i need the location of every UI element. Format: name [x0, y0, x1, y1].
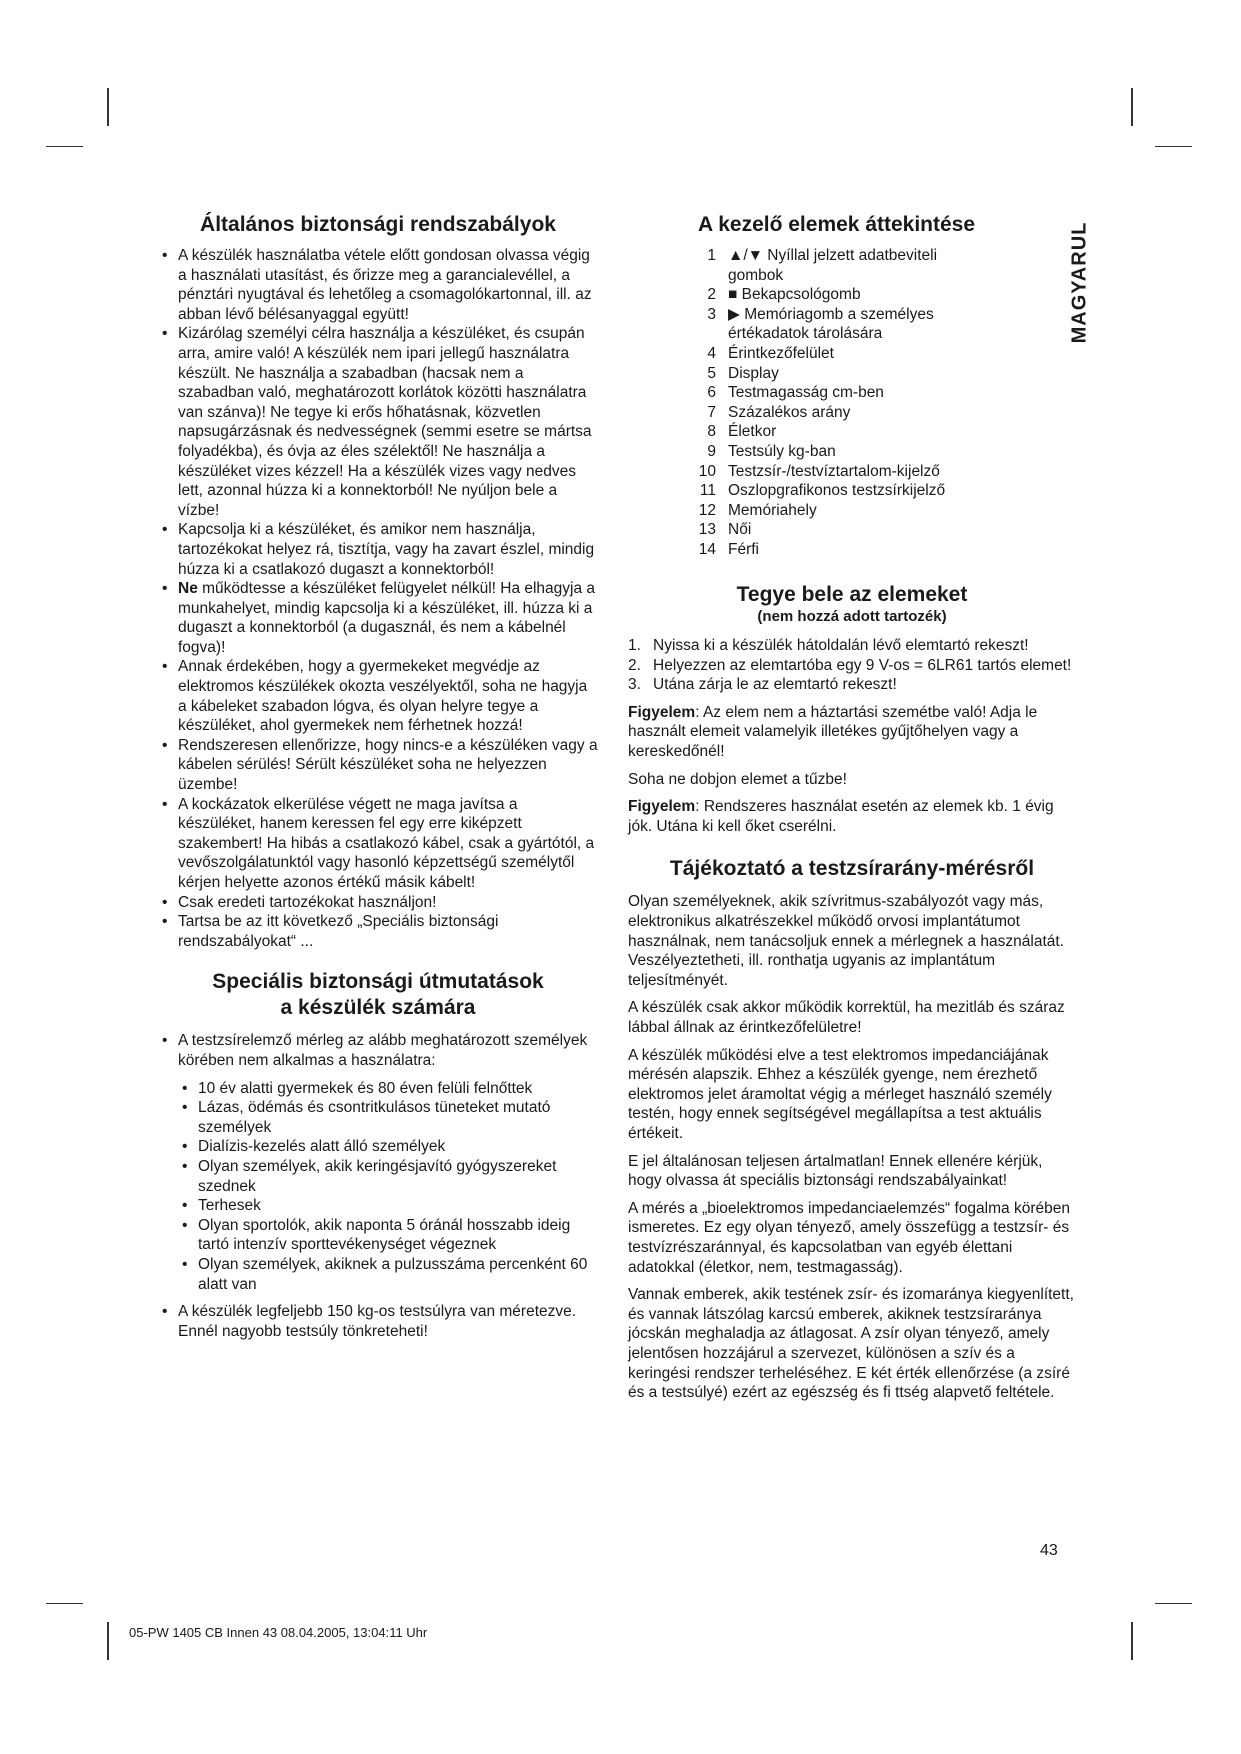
list-item — [158, 579, 598, 657]
warning-text: : Rendszeres használat esetén az elemek kb. 1 évig jók. Utána ki kell őket cserélni. — [628, 798, 1054, 835]
warning-text: : Az elem nem a háztartási szemétbe való! Adja le használt elemeit valamelyik illetékes gyűjtőhelyen vagy a kereskedőnél! — [628, 703, 1038, 761]
crop-mark — [1155, 1603, 1192, 1604]
battery-step-text: Nyissa ki a készülék hátoldalán lévő elemtartó rekeszt! — [653, 637, 1029, 655]
control-number: 3 — [707, 305, 716, 323]
control-number: 8 — [707, 423, 716, 441]
battery-steps — [628, 636, 1076, 695]
control-label: Display — [728, 364, 779, 382]
controls-list — [678, 246, 978, 560]
crop-mark — [46, 146, 83, 147]
crop-mark — [107, 1622, 109, 1660]
general-safety-title: Általános biztonsági rendszabályok — [200, 213, 556, 236]
control-label: Testmagasság cm-ben — [728, 384, 884, 402]
control-label: Testzsír-/testvíztartalom-kijelző — [728, 462, 940, 480]
control-label: Memóriahely — [728, 501, 817, 519]
info-paragraph: E jel általánosan teljesen ártalmatlan! Ennek ellenére kérjük, hogy olvassa át speciális biztonsági rendszabályainkat! — [628, 1152, 1043, 1190]
general-safety-list — [158, 246, 598, 951]
info-paragraph: Olyan személyeknek, akik szívritmus-szabályozót vagy más, elektronikus alkatrészekkel működő orvosi implantátumot használnak, nem tanácsoljuk ennek a mérlegnek a használatát. Veszélyeztetheti, ill. ronthatja ugyanis az implantátum teljesítményét. — [628, 893, 1064, 989]
battery-warning — [628, 703, 1076, 762]
list-item: • Tartsa be az itt következő „Speciális biztonsági rendszabályokat“ ... — [158, 912, 598, 951]
control-label: Női — [728, 521, 752, 539]
list-item: • Rendszeresen ellenőrizze, hogy nincs-e a készüléken vagy a kábelen sérülés! Sérült készüléket soha ne helyezzen üzembe! — [158, 736, 598, 795]
list-item: • A kockázatok elkerülése végett ne maga javítsa a készüléket, hanem keressen fel egy erre kiképzett szakembert! Ha hibás a csatlakozó kábel, csak a gyártótól, a vevőszolgálatunktól vagy hasonló képzettségű személytől kérjen helyette azonos értékű másik kábelt! — [158, 795, 598, 893]
sub-list-item: • Olyan személyek, akik keringésjavító gyógyszereket szednek — [172, 1157, 598, 1196]
control-number: 5 — [707, 364, 716, 382]
special-safety-list-end — [158, 1302, 598, 1341]
control-label: Százalékos arány — [728, 403, 851, 421]
right-column — [628, 212, 1076, 1411]
control-number: 13 — [698, 521, 716, 539]
info-title: Tájékoztató a testzsírarány-mérésről — [669, 857, 1035, 881]
print-footer: 05-PW 1405 CB Innen 43 08.04.2005, 13:04:11 Uhr — [129, 1625, 428, 1640]
info-paragraph: A készülék működési elve a test elektromos impedanciájának mérésén alapszik. Ehhez a készülék gyenge, nem érezhető elektromos jelet áramoltat végig a mérleget használó személy testén, hogy ennek segítségével megállapítsa a test aktuális értékeit. — [628, 1046, 1052, 1142]
control-label: Férfi — [728, 540, 759, 558]
control-label: Életkor — [728, 423, 777, 441]
excluded-persons-list — [158, 1079, 598, 1295]
crop-mark — [1131, 88, 1133, 126]
special-safety-title-line1: Speciális biztonsági útmutatások — [212, 970, 544, 994]
list-item: • Kapcsolja ki a készüléket, és amikor nem használja, tartozékokat helyez rá, tisztítja, vagy ha zavart észlel, mindig húzza ki a csatlakozó dugaszt a konnektorból! — [158, 520, 598, 579]
controls-title: A kezelő elemek áttekintése — [698, 213, 976, 236]
crop-mark — [1131, 1622, 1133, 1660]
page-number: 43 — [1040, 1542, 1058, 1559]
control-label: ▶ Memóriagomb a személyes értékadatok tárolására — [728, 305, 934, 343]
control-number: 12 — [698, 501, 716, 519]
list-item — [158, 1031, 598, 1070]
info-paragraph: A készülék csak akkor működik korrektül, ha mezitláb és száraz lábbal állnak az érintkezőfelületre! — [628, 999, 1065, 1036]
language-tab-label: MAGYARUL — [1068, 221, 1091, 343]
control-number: 11 — [699, 482, 716, 500]
sub-list-item: • Dialízis-kezelés alatt álló személyek — [172, 1137, 598, 1157]
warning-label: Figyelem — [628, 798, 696, 816]
control-number: 9 — [707, 442, 716, 460]
control-number: 4 — [707, 344, 716, 362]
battery-lifetime-note — [628, 797, 1076, 836]
sub-list-item: • Olyan sportolók, akik naponta 5 óránál hosszabb ideig tartó intenzív sporttevékenységet végeznek — [172, 1216, 598, 1255]
special-safety-title — [158, 969, 598, 1021]
list-item-text: működtesse a készüléket felügyelet nélkül! Ha elhagyja a munkahelyet, mindig kapcsolja ki a készüléket, ill. húzza ki a dugaszt a konnektorból (a dugasznál, és nem a kábelnél fogva)! — [178, 580, 596, 656]
battery-step: 3. Utána zárja le az elemtartó rekeszt! — [628, 676, 897, 694]
control-label: ■ Bekapcsológomb — [728, 286, 861, 304]
special-safety-list — [158, 1031, 598, 1070]
special-safety-intro: A testzsírelemző mérleg az alább meghatározott személyek körében nem alkalmas a használatra: — [178, 1032, 588, 1069]
control-number: 10 — [698, 462, 716, 480]
control-number: 2 — [707, 286, 716, 304]
batteries-subtitle: (nem hozzá adott tartozék) — [757, 607, 947, 625]
control-number: 1 — [707, 247, 716, 264]
list-item: • Kizárólag személyi célra használja a készüléket, és csupán arra, amire való! A készülék nem ipari jellegű használatra készült. Ne használja a szabadban (hacsak nem a szabadban való, meghatározott korlátok közötti használatra van szánva)! Ne tegye ki erős hőhatásnak, közvetlen napsugárzásnak és nedvességnek (semmi esetre se mártsa folyadékba), és óvja az éles szélektől! Ne használja a készüléket vizes kézzel! Ha a készülék vizes vagy nedves lett, azonnal húzza ki a konnektorból! Ne nyúljon bele a vízbe! — [158, 324, 598, 520]
control-number: 7 — [707, 403, 716, 421]
crop-mark — [107, 88, 109, 126]
battery-step-text: Helyezzen az elemtartóba egy 9 V-os = 6LR61 tartós elemet! — [653, 656, 1072, 674]
control-label: Érintkezőfelület — [728, 344, 834, 362]
info-paragraph: A mérés a „bioelektromos impedanciaelemzés“ fogalma körében ismeretes. Ez egy olyan tényező, amely összefügg a testzsír- és testvízrészaránnyal, és kapcsolatban van egyéb élettani adatokkal (életkor, nem, testmagasság). — [628, 1199, 1070, 1276]
control-number: 6 — [707, 384, 716, 402]
special-safety-title-line2: a készülék számára — [280, 996, 476, 1020]
list-item: • A készülék használatba vétele előtt gondosan olvassa végig a használati utasítást, és őrizze meg a garancialevéllel, a pénztári nyugtával és lehetőleg a csomagolókartonnal, ill. az abban lévő bélésanyaggal együtt! — [158, 246, 598, 324]
sub-list-item: • Lázas, ödémás és csontritkulásos tüneteket mutató személyek — [172, 1098, 598, 1137]
emphasis-ne: Ne — [178, 580, 198, 598]
sub-list-item: • Olyan személyek, akiknek a pulzusszáma percenként 60 alatt van — [172, 1255, 598, 1294]
batteries-title: Tegye bele az elemeket — [736, 582, 968, 606]
list-item: • A készülék legfeljebb 150 kg-os testsúlyra van méretezve. Ennél nagyobb testsúly tönkreteheti! — [158, 1302, 598, 1341]
list-item: • Csak eredeti tartozékokat használjon! — [158, 893, 598, 913]
sub-list-item: • 10 év alatti gyermekek és 80 éven felüli felnőttek — [172, 1079, 598, 1099]
crop-mark — [1155, 146, 1192, 147]
list-item: • Annak érdekében, hogy a gyermekeket megvédje az elektromos készülékek okozta veszélyektől, soha ne hagyja a kábeleket szabadon lógva, és olyan helyre tegye a készüléket, ahol gyermekek nem férhetnek hozzá! — [158, 657, 598, 735]
crop-mark — [46, 1603, 83, 1604]
sub-list-item: • Terhesek — [172, 1196, 598, 1216]
battery-step: 2. Helyezzen az elemtartóba egy 9 V-os = 6LR61 tartós elemet! — [628, 656, 1072, 674]
battery-step-text: Utána zárja le az elemtartó rekeszt! — [653, 676, 897, 694]
control-label: ▲/▼ Nyíllal jelzett adatbeviteli gombok — [728, 247, 938, 284]
control-number: 14 — [698, 540, 716, 558]
control-label: Testsúly kg-ban — [728, 442, 836, 460]
warning-label: Figyelem — [628, 703, 696, 721]
battery-fire-warning: Soha ne dobjon elemet a tűzbe! — [628, 770, 847, 788]
control-label: Oszlopgrafikonos testzsírkijelző — [728, 482, 946, 500]
info-paragraph: Vannak emberek, akik testének zsír- és izomaránya kiegyenlített, és vannak látszólag karcsú emberek, akiknek testzsíraránya jócskán meghaladja az átlagosat. A zsír olyan tényező, amely jelentősen hozzájárul a szervezet, különösen a szív és a keringési rendszer terheléséhez. E két érték ellenőrzése (a zsíré és a testsúlyé) ezért az egészség és fi ttség alapvető feltétele. — [628, 1286, 1074, 1402]
left-column — [158, 212, 598, 1341]
battery-step: 1. Nyissa ki a készülék hátoldalán lévő elemtartó rekeszt! — [628, 637, 1029, 655]
